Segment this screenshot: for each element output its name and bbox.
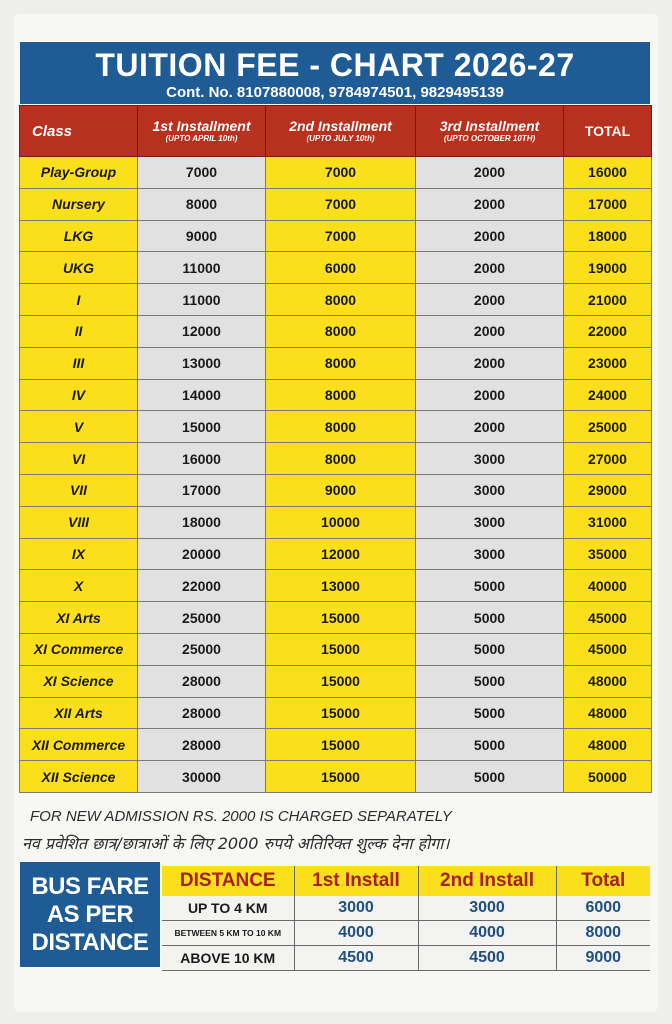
fee-row [20,347,652,379]
bus-installment-1-cell: 4500 [294,946,418,971]
total-cell: 35000 [564,538,652,570]
bus-fare-label-line: BUS FARE [31,872,149,900]
installment-2-cell: 9000 [266,474,416,506]
installment-3-cell: 3000 [416,506,564,538]
installment-3-cell: 3000 [416,538,564,570]
class-cell: V [20,411,138,443]
installment-2-cell: 10000 [266,506,416,538]
installment-3-cell: 2000 [416,411,564,443]
installment-2-cell: 6000 [266,252,416,284]
installment-2-cell: 8000 [266,411,416,443]
installment-3-cell: 5000 [416,665,564,697]
installment-1-cell: 20000 [138,538,266,570]
total-cell: 16000 [564,157,652,189]
fee-row [20,443,652,475]
header-installment-1-label: 1st Installment [152,118,251,134]
bus-header-installment-1: 1st Install [294,866,418,896]
installment-2-cell: 8000 [266,284,416,316]
class-cell: XI Science [20,665,138,697]
admission-note-hindi: नव प्रवेशित छात्र/छात्राओं के लिए 2000 रुपये अतिरिक्त शुल्क देना होगा। [22,834,450,853]
installment-1-cell: 12000 [138,315,266,347]
fee-row [20,633,652,665]
total-cell: 19000 [564,252,652,284]
installment-2-cell: 8000 [266,315,416,347]
installment-2-cell: 15000 [266,602,416,634]
fee-row [20,729,652,761]
class-cell: X [20,570,138,602]
class-cell: IV [20,379,138,411]
installment-2-cell: 15000 [266,633,416,665]
installment-3-cell: 2000 [416,252,564,284]
fee-row [20,538,652,570]
bus-total-cell: 9000 [556,946,650,971]
installment-2-cell: 7000 [266,220,416,252]
installment-2-cell: 15000 [266,761,416,793]
header-class: Class [20,106,138,157]
class-cell: Play-Group [20,157,138,189]
fee-row [20,474,652,506]
bus-installment-1-cell: 4000 [294,921,418,946]
bus-total-cell: 6000 [556,896,650,921]
installment-2-cell: 7000 [266,157,416,189]
total-cell: 45000 [564,633,652,665]
bus-installment-2-cell: 3000 [418,896,556,921]
class-cell: XII Commerce [20,729,138,761]
bus-row [162,896,650,921]
total-cell: 24000 [564,379,652,411]
installment-1-cell: 18000 [138,506,266,538]
installment-3-cell: 2000 [416,157,564,189]
total-cell: 48000 [564,665,652,697]
installment-2-cell: 13000 [266,570,416,602]
header-installment-2-label: 2nd Installment [289,118,392,134]
installment-1-cell: 28000 [138,729,266,761]
installment-3-cell: 5000 [416,633,564,665]
bus-fare-label-line: AS PER [46,900,134,928]
bus-fare-label-line: DISTANCE [31,928,149,956]
fee-row [20,315,652,347]
class-cell: Nursery [20,188,138,220]
class-cell: VIII [20,506,138,538]
fee-row [20,284,652,316]
installment-2-cell: 15000 [266,665,416,697]
installment-3-cell: 3000 [416,474,564,506]
installment-1-cell: 8000 [138,188,266,220]
installment-1-cell: 11000 [138,252,266,284]
bus-row [162,946,650,971]
class-cell: LKG [20,220,138,252]
total-cell: 45000 [564,602,652,634]
installment-2-cell: 15000 [266,729,416,761]
bus-fare-table [162,866,650,971]
contact-numbers: Cont. No. 8107880008, 9784974501, 9829495139 [166,84,504,101]
installment-1-cell: 15000 [138,411,266,443]
fee-table-header [20,106,652,157]
header-installment-2 [266,106,416,157]
total-cell: 25000 [564,411,652,443]
installment-1-cell: 9000 [138,220,266,252]
total-cell: 31000 [564,506,652,538]
total-cell: 27000 [564,443,652,475]
installment-3-cell: 5000 [416,761,564,793]
total-cell: 21000 [564,284,652,316]
bus-table-header [162,866,650,896]
bus-installment-1-cell: 3000 [294,896,418,921]
bus-installment-2-cell: 4500 [418,946,556,971]
header-total: TOTAL [564,106,652,157]
bus-header-distance: DISTANCE [162,866,294,896]
class-cell: UKG [20,252,138,284]
installment-3-cell: 2000 [416,220,564,252]
total-cell: 50000 [564,761,652,793]
installment-3-cell: 3000 [416,443,564,475]
class-cell: XI Commerce [20,633,138,665]
installment-2-cell: 12000 [266,538,416,570]
distance-cell: UP TO 4 KM [162,896,294,921]
installment-2-cell: 15000 [266,697,416,729]
installment-1-cell: 11000 [138,284,266,316]
total-cell: 23000 [564,347,652,379]
bus-row [162,921,650,946]
fee-row [20,570,652,602]
class-cell: VII [20,474,138,506]
class-cell: XII Science [20,761,138,793]
bus-header-installment-2: 2nd Install [418,866,556,896]
total-cell: 18000 [564,220,652,252]
fee-row [20,188,652,220]
total-cell: 48000 [564,697,652,729]
class-cell: III [20,347,138,379]
installment-1-cell: 30000 [138,761,266,793]
installment-1-cell: 28000 [138,665,266,697]
installment-1-cell: 25000 [138,602,266,634]
total-cell: 29000 [564,474,652,506]
installment-3-cell: 5000 [416,602,564,634]
class-cell: VI [20,443,138,475]
tuition-fee-table [19,105,652,793]
admission-note-english: FOR NEW ADMISSION RS. 2000 IS CHARGED SEPARATELY [30,808,452,825]
bus-installment-2-cell: 4000 [418,921,556,946]
bus-fare-label [20,862,160,967]
fee-row [20,220,652,252]
installment-3-cell: 2000 [416,379,564,411]
class-cell: II [20,315,138,347]
distance-cell: BETWEEN 5 KM TO 10 KM [162,921,294,946]
installment-1-cell: 7000 [138,157,266,189]
fee-row [20,506,652,538]
installment-2-cell: 8000 [266,443,416,475]
title-banner [20,42,650,104]
installment-1-cell: 13000 [138,347,266,379]
class-cell: IX [20,538,138,570]
installment-1-cell: 16000 [138,443,266,475]
installment-1-cell: 25000 [138,633,266,665]
installment-2-cell: 8000 [266,379,416,411]
fee-row [20,697,652,729]
installment-1-cell: 17000 [138,474,266,506]
installment-3-cell: 2000 [416,347,564,379]
installment-2-cell: 7000 [266,188,416,220]
fee-row [20,411,652,443]
total-cell: 48000 [564,729,652,761]
fee-row [20,379,652,411]
total-cell: 17000 [564,188,652,220]
header-installment-2-due: (UPTO JULY 10th) [306,134,375,143]
bus-header-total: Total [556,866,650,896]
installment-3-cell: 5000 [416,697,564,729]
header-installment-3-label: 3rd Installment [439,118,540,134]
distance-cell: ABOVE 10 KM [162,946,294,971]
installment-3-cell: 2000 [416,315,564,347]
fee-row [20,665,652,697]
bus-total-cell: 8000 [556,921,650,946]
installment-2-cell: 8000 [266,347,416,379]
fee-row [20,252,652,284]
total-cell: 22000 [564,315,652,347]
total-cell: 40000 [564,570,652,602]
fee-row [20,157,652,189]
installment-1-cell: 22000 [138,570,266,602]
page-title: TUITION FEE - CHART 2026-27 [95,47,575,83]
installment-3-cell: 5000 [416,570,564,602]
header-installment-1-due: (UPTO APRIL 10th) [165,134,238,143]
class-cell: I [20,284,138,316]
installment-3-cell: 5000 [416,729,564,761]
fee-row [20,602,652,634]
class-cell: XII Arts [20,697,138,729]
class-cell: XI Arts [20,602,138,634]
header-installment-1 [138,106,266,157]
header-installment-3-due: (UPTO OCTOBER 10TH) [443,134,536,143]
fee-row [20,761,652,793]
installment-3-cell: 2000 [416,188,564,220]
installment-3-cell: 2000 [416,284,564,316]
installment-1-cell: 14000 [138,379,266,411]
installment-1-cell: 28000 [138,697,266,729]
header-installment-3 [416,106,564,157]
